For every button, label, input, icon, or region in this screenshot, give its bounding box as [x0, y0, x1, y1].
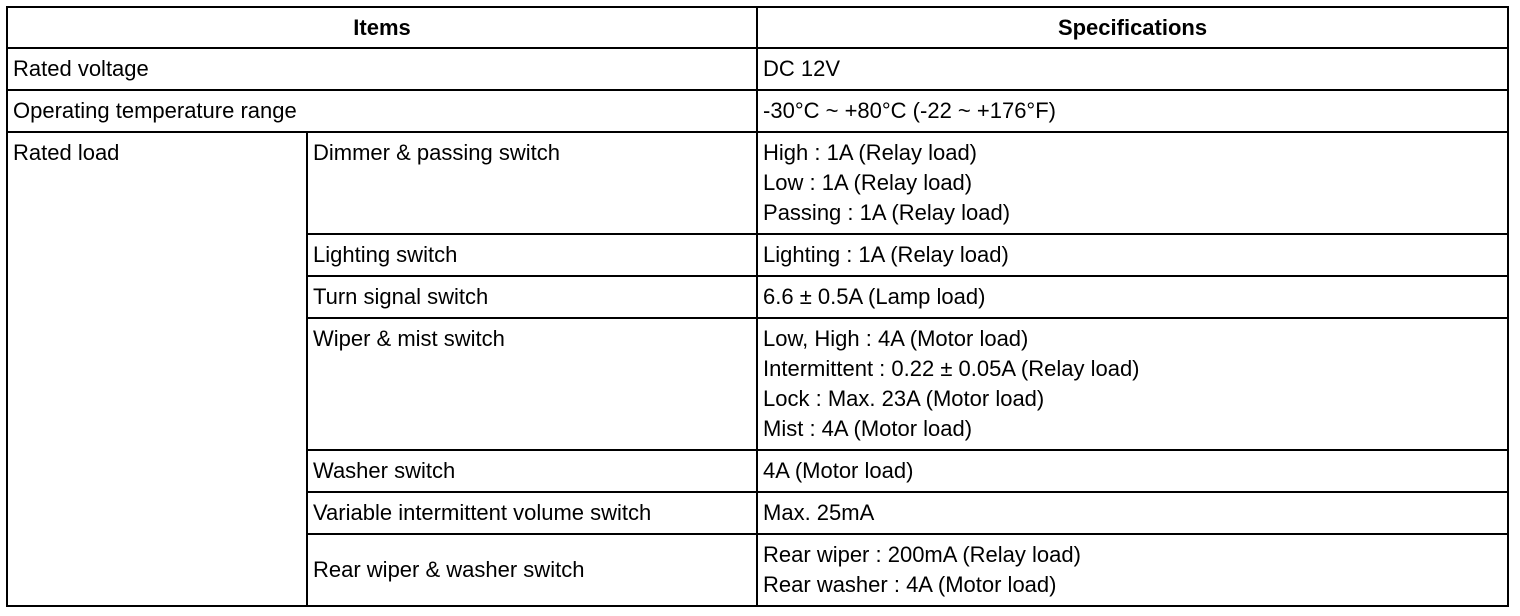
- rated-load-label: Rated load: [7, 132, 307, 606]
- row-spec: [757, 48, 1508, 90]
- subrow-spec: [757, 132, 1508, 234]
- spec-line: Low, High : 4A (Motor load): [763, 326, 1029, 351]
- spec-line: 4A (Motor load): [763, 458, 914, 483]
- spec-line: Rear wiper : 200mA (Relay load): [763, 542, 1081, 567]
- row-spec: [757, 90, 1508, 132]
- table-row: [7, 48, 1508, 90]
- spec-line: Lock : Max. 23A (Motor load): [763, 386, 1045, 411]
- spec-line: Max. 25mA: [763, 500, 875, 525]
- row-item: Rated voltage: [7, 48, 757, 90]
- subrow-item: Turn signal switch: [307, 276, 757, 318]
- spec-line: High : 1A (Relay load): [763, 140, 978, 165]
- spec-line: 6.6 ± 0.5A (Lamp load): [763, 284, 986, 309]
- spec-line: -30°C ~ +80°C (-22 ~ +176°F): [763, 98, 1056, 123]
- subrow-spec: [757, 276, 1508, 318]
- table-row: [7, 132, 1508, 234]
- subrow-item: Wiper & mist switch: [307, 318, 757, 450]
- header-items: Items: [7, 7, 757, 48]
- subrow-spec: [757, 492, 1508, 534]
- header-specifications: Specifications: [757, 7, 1508, 48]
- spec-line: DC 12V: [763, 56, 841, 81]
- header-row: [7, 7, 1508, 48]
- spec-line: Intermittent : 0.22 ± 0.05A (Relay load): [763, 356, 1140, 381]
- subrow-spec: [757, 534, 1508, 606]
- spec-line: Passing : 1A (Relay load): [763, 200, 1011, 225]
- subrow-item: Variable intermittent volume switch: [307, 492, 757, 534]
- subrow-spec: [757, 450, 1508, 492]
- subrow-item: Rear wiper & washer switch: [307, 534, 757, 606]
- row-item: Operating temperature range: [7, 90, 757, 132]
- subrow-item: Washer switch: [307, 450, 757, 492]
- subrow-item: Lighting switch: [307, 234, 757, 276]
- subrow-item: Dimmer & passing switch: [307, 132, 757, 234]
- subrow-spec: [757, 234, 1508, 276]
- spec-line: Rear washer : 4A (Motor load): [763, 572, 1057, 597]
- spec-table: [6, 6, 1509, 607]
- spec-line: Lighting : 1A (Relay load): [763, 242, 1009, 267]
- spec-line: Low : 1A (Relay load): [763, 170, 973, 195]
- spec-line: Mist : 4A (Motor load): [763, 416, 973, 441]
- table-row: [7, 90, 1508, 132]
- subrow-spec: [757, 318, 1508, 450]
